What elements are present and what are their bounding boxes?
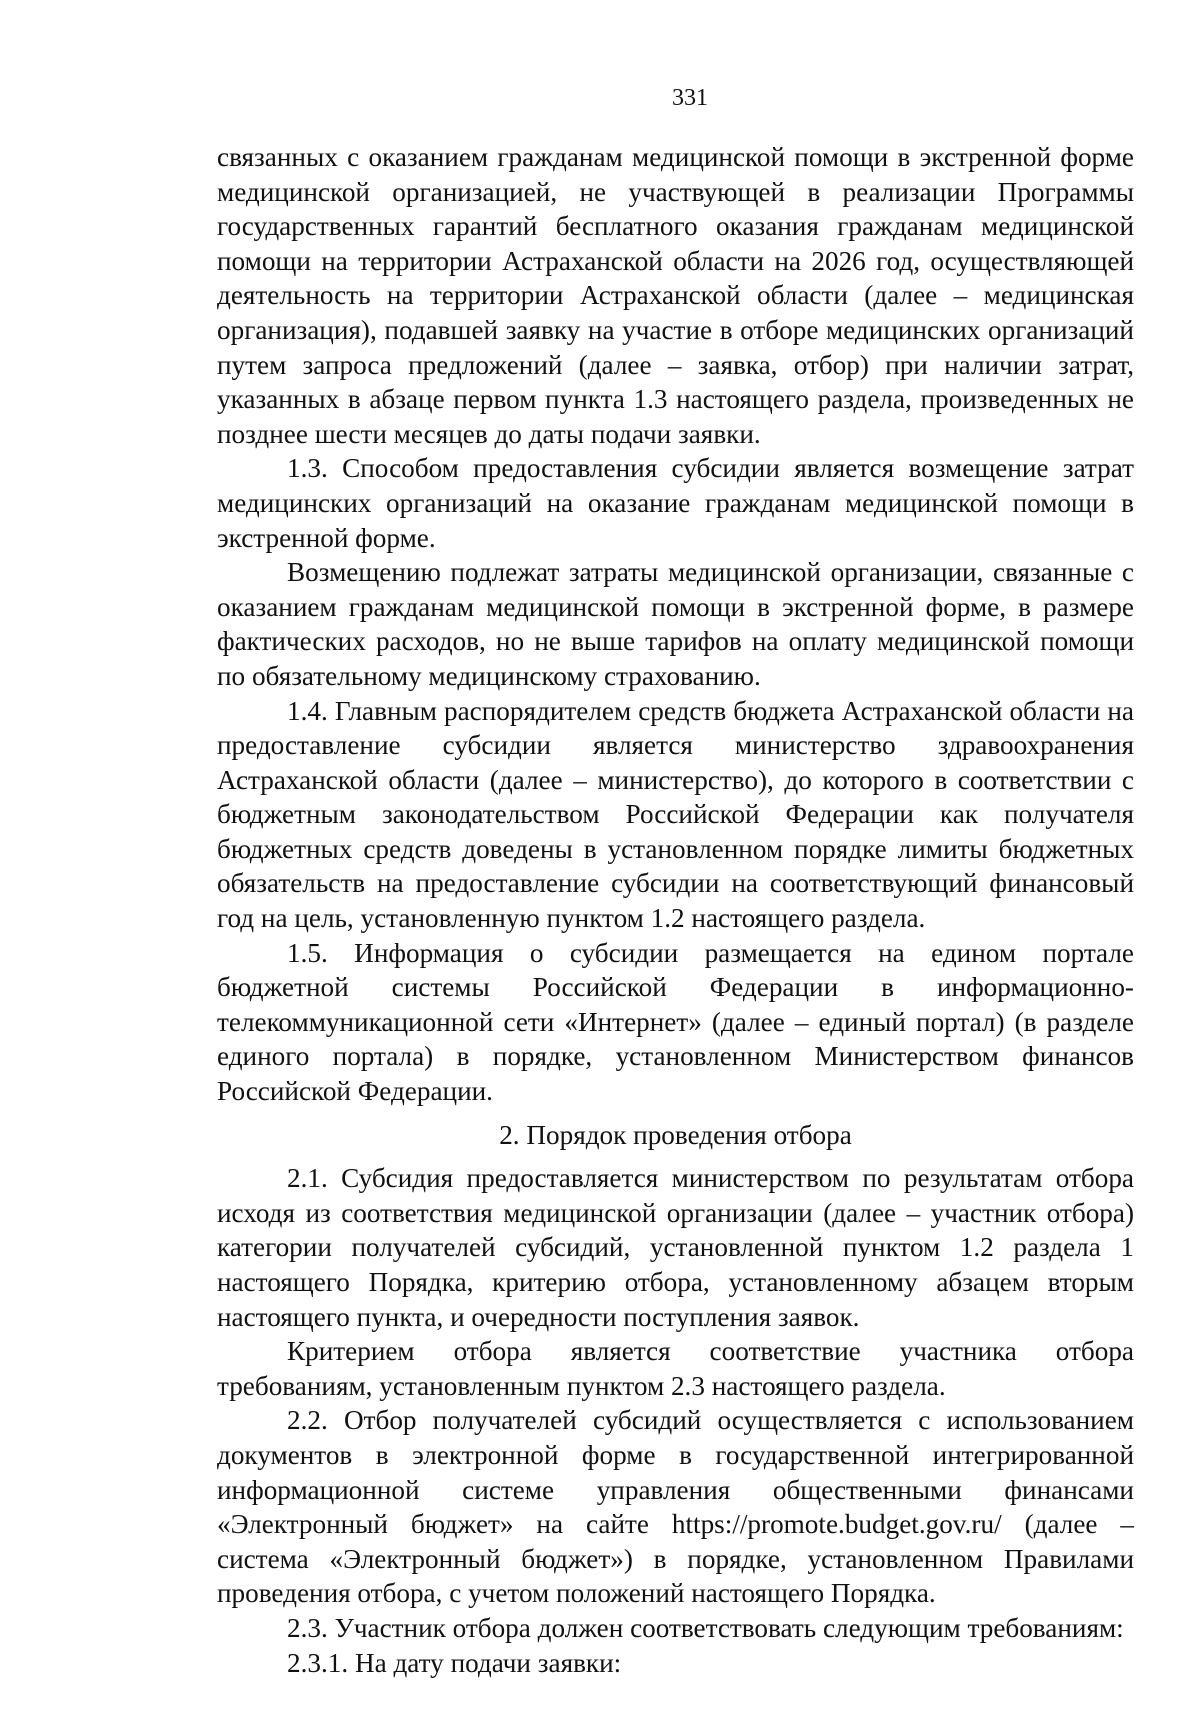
document-body xyxy=(217,140,1134,1680)
paragraph-2-1-criterion: Критерием отбора является соответствие участника отбора требованиям, установленным пунктом 2.3 настоящего раздела. xyxy=(217,1336,1134,1401)
paragraph-1-4: 1.4. Главным распорядителем средств бюджета Астраханской области на предоставление субсидии является министерство здравоохранения Астраханской области (далее – министерство), до которого в соответствии с бюджетным законодательством Российской Федерации как получателя бюджетных средств доведены в установленном порядке лимиты бюджетных обязательств на предоставление субсидии на соответствующий финансовый год на цель, установленную пунктом 1.2 настоящего раздела. xyxy=(217,695,1134,934)
paragraph-1-3-reimbursement: Возмещению подлежат затраты медицинской организации, связанные с оказанием гражданам медицинской помощи в экстренной форме, в размере фактических расходов, но не выше тарифов на оплату медицинской помощи по обязательному медицинскому страхованию. xyxy=(217,557,1134,691)
paragraph-1-5: 1.5. Информация о субсидии размещается на едином портале бюджетной системы Российской Федерации в информационно-телекоммуникационной сети «Интернет» (далее – единый портал) (в разделе единого портала) в порядке, установленном Министерством финансов Российской Федерации. xyxy=(217,937,1134,1107)
paragraph-2-1: 2.1. Субсидия предоставляется министерством по результатам отбора исходя из соответствия медицинской организации (далее – участник отбора) категории получателей субсидий, установленной пунктом 1.2 раздела 1 настоящего Порядка, критерию отбора, установленному абзацем вторым настоящего пункта, и очередности поступления заявок. xyxy=(217,1163,1134,1332)
paragraph-2-2: 2.2. Отбор получателей субсидий осуществляется с использованием документов в электронной форме в государственной интегрированной информационной системе управления общественными финансами «Электронный бюджет» на сайте https://promote.budget.gov.ru/ (далее – система «Электронный бюджет») в порядке, установленном Правилами проведения отбора, с учетом положений настоящего Порядка. xyxy=(217,1405,1134,1609)
paragraph-continuation: связанных с оказанием гражданам медицинской помощи в экстренной форме медицинской организацией, не участвующей в реализации Программы государственных гарантий бесплатного оказания гражданам медицинской помощи на территории Астраханской области на 2026 год, осуществляющей деятельность на территории Астраханской области (далее – медицинская организация), подавшей заявку на участие в отборе медицинских организаций путем запроса предложений (далее – заявка, отбор) при наличии затрат, указанных в абзаце первом пункта 1.3 настоящего раздела, произведенных не позднее шести месяцев до даты подачи заявки. xyxy=(217,142,1134,449)
paragraph-1-3: 1.3. Способом предоставления субсидии является возмещение затрат медицинских организаций на оказание гражданам медицинской помощи в экстренной форме. xyxy=(217,453,1134,553)
paragraph-2-3: 2.3. Участник отбора должен соответствовать следующим требованиям: xyxy=(287,1612,1124,1643)
page-number: 331 xyxy=(672,85,708,111)
paragraph-2-3-1: 2.3.1. На дату подачи заявки: xyxy=(287,1647,622,1678)
section-heading: 2. Порядок проведения отбора xyxy=(499,1119,852,1150)
